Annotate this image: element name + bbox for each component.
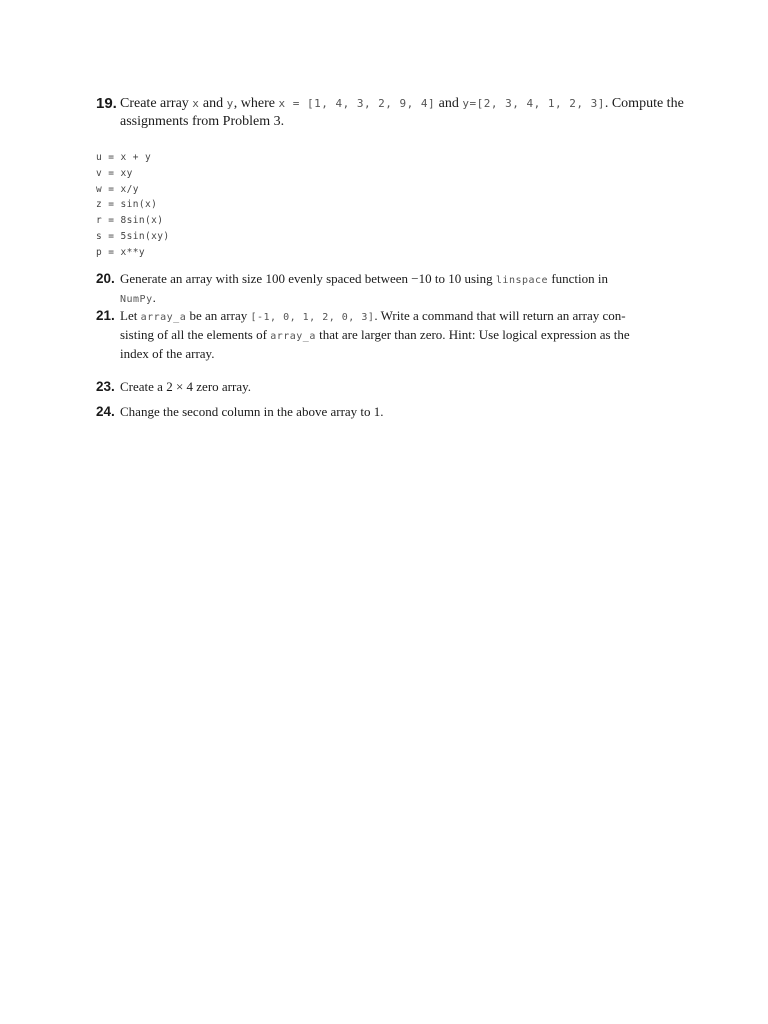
code-run: array_a <box>140 312 187 323</box>
problem-text: Change the second column in the above array to 1. <box>120 404 384 419</box>
text-run: and <box>435 96 463 111</box>
text-run: that are larger than zero. Hint: Use logical expression as the <box>315 327 630 342</box>
problem-number: 21. <box>96 308 115 323</box>
text-run: , where <box>233 96 279 111</box>
problem-text <box>120 307 636 362</box>
text-run: sisting of all the elements of <box>120 327 271 342</box>
text-run: Create array <box>120 96 193 111</box>
code-line: v = xy <box>96 167 133 179</box>
text-run: function in <box>548 271 609 286</box>
code-line: s = 5sin(xy) <box>96 230 170 242</box>
text-run: . <box>152 290 156 305</box>
problem-number: 23. <box>96 379 115 394</box>
problem-number: 19. <box>96 95 117 112</box>
code-run: x <box>192 97 200 110</box>
text-run: . Compute the <box>604 96 684 111</box>
code-run: NumPy <box>120 294 153 305</box>
code-run: [-1, 0, 1, 2, 0, 3] <box>250 312 375 323</box>
text-run: Let <box>120 308 141 323</box>
problem-number: 24. <box>96 404 115 419</box>
code-line: u = x + y <box>96 152 152 163</box>
code-run: x = [1, 4, 3, 2, 9, 4] <box>278 97 436 110</box>
code-run: y=[2, 3, 4, 1, 2, 3] <box>462 97 605 110</box>
code-line: r = 8sin(x) <box>96 215 164 227</box>
text-run: Generate an array with size 100 evenly spaced between −10 to 10 using <box>120 271 496 286</box>
text-run: be an array <box>186 308 251 323</box>
code-line: z = sin(x) <box>96 199 158 211</box>
code-run: array_a <box>270 331 316 342</box>
problem-21 <box>96 307 636 362</box>
code-line: p = x**y <box>96 246 145 258</box>
text-run: index of the array. <box>120 346 215 361</box>
code-run: linspace <box>495 275 549 286</box>
text-run: assignments from Problem 3. <box>120 114 285 129</box>
assignment-list <box>96 150 169 261</box>
problem-24 <box>96 403 696 420</box>
problem-text <box>120 270 636 308</box>
problem-text <box>120 95 696 131</box>
problem-19 <box>96 95 696 131</box>
code-run: y <box>226 97 234 110</box>
text-run: . Write a command that will return an array con- <box>374 308 626 323</box>
code-line: w = x/y <box>96 183 139 195</box>
problem-23 <box>96 378 696 395</box>
text-run: and <box>199 96 227 111</box>
problem-20 <box>96 270 636 308</box>
problem-text: Create a 2 × 4 zero array. <box>120 379 251 394</box>
problem-number: 20. <box>96 271 115 286</box>
